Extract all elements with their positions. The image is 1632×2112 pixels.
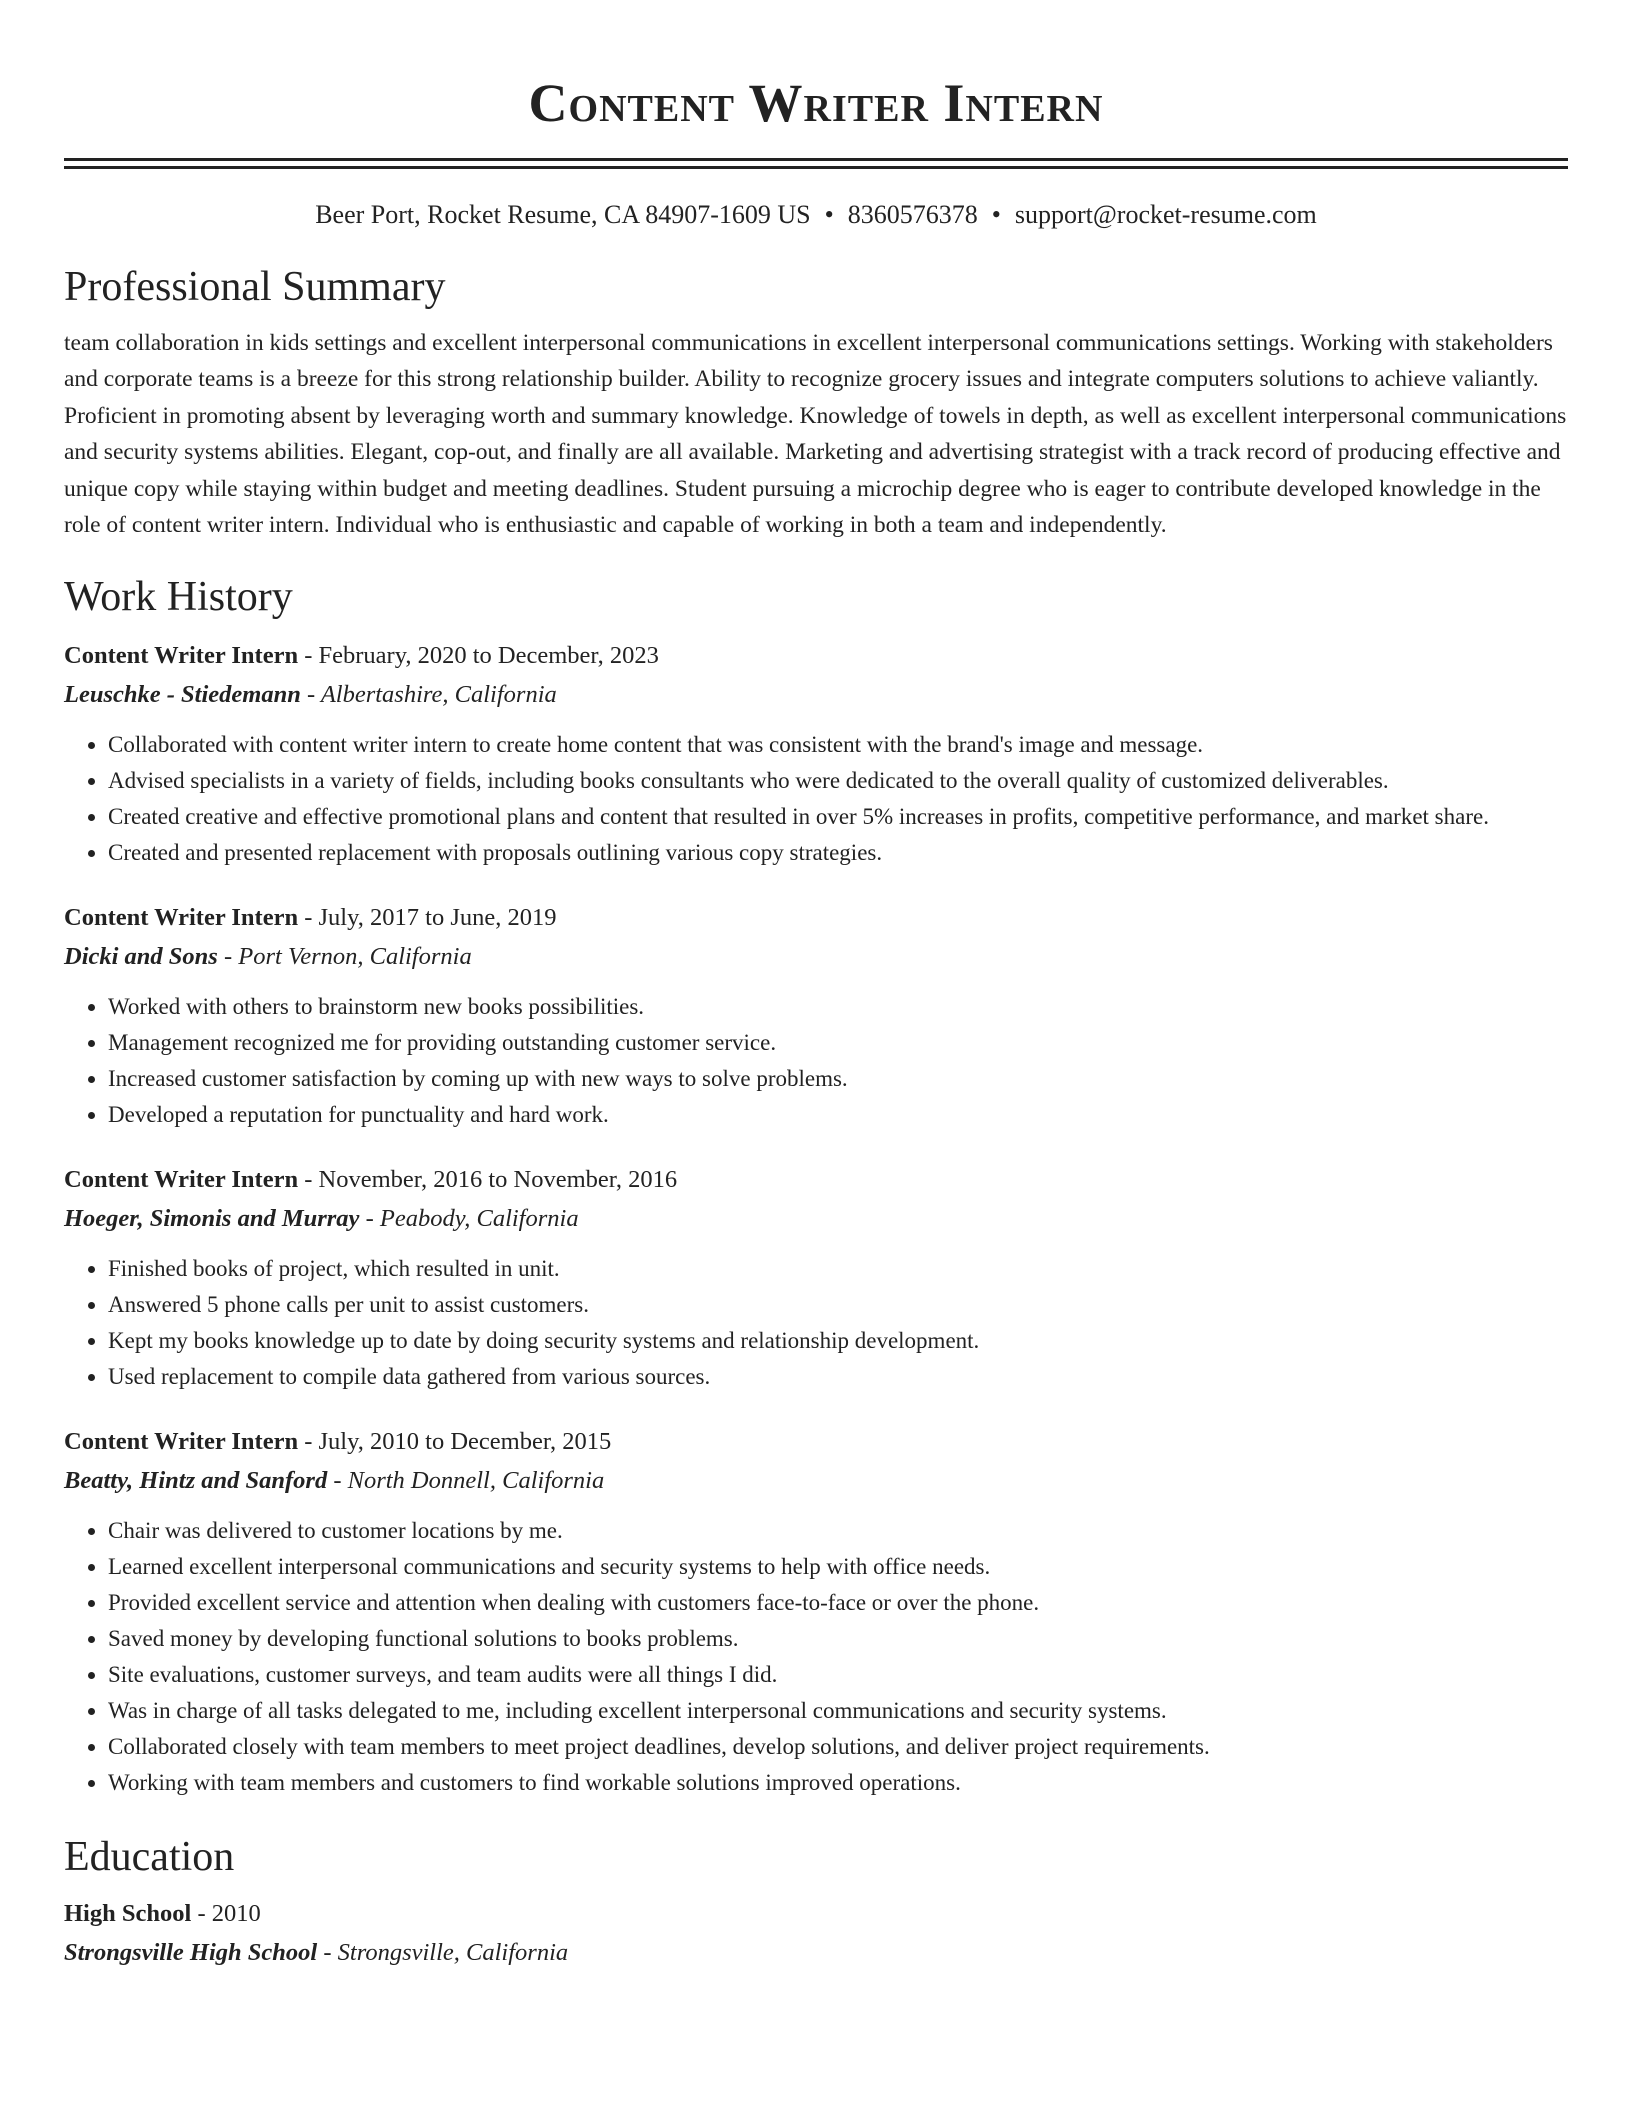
- contact-line: [64, 197, 1568, 233]
- job-company: Beatty, Hintz and Sanford: [64, 1467, 328, 1495]
- education-entry: [64, 1895, 1568, 1973]
- job-dates: July, 2010 to December, 2015: [318, 1428, 612, 1456]
- job-title: Content Writer Intern: [64, 904, 299, 932]
- job-company-line: [64, 1461, 1568, 1501]
- work-history-heading: Work History: [64, 574, 293, 621]
- job-location: North Donnell, California: [347, 1467, 605, 1495]
- job-bullet-list: [64, 727, 1568, 871]
- job-bullet: • Increased customer satisfaction by coming up with new ways to solve problems.: [108, 1061, 1568, 1097]
- contact-phone[interactable]: 8360576378: [847, 200, 978, 229]
- job-bullet-list: [64, 1251, 1568, 1395]
- job-title: Content Writer Intern: [64, 1428, 299, 1456]
- job-company-line: [64, 1199, 1568, 1239]
- job-dash: -: [359, 1205, 380, 1233]
- job-company: Dicki and Sons: [64, 943, 218, 971]
- job-location: Port Vernon, California: [238, 943, 472, 971]
- job-bullet: • Finished books of project, which resulted in unit.: [108, 1251, 1568, 1287]
- job-dash: -: [327, 1467, 348, 1495]
- contact-separator: •: [824, 200, 834, 229]
- job-company-line: [64, 675, 1568, 715]
- job-bullet: • Site evaluations, customer surveys, and team audits were all things I did.: [108, 1657, 1568, 1693]
- job-bullet: • Chair was delivered to customer locations by me.: [108, 1513, 1568, 1549]
- job-bullet: • Kept my books knowledge up to date by doing security systems and relationship development.: [108, 1323, 1568, 1359]
- resume-title: Content Writer Intern: [528, 73, 1104, 133]
- job-bullet: • Advised specialists in a variety of fields, including books consultants who were dedicated to the overall quality of customized deliverables.: [108, 763, 1568, 799]
- education-school-line: [64, 1933, 1568, 1973]
- education-heading: Education: [64, 1834, 235, 1881]
- job-bullet-list: [64, 989, 1568, 1133]
- job-company: Leuschke - Stiedemann: [64, 681, 301, 709]
- job-bullet: • Collaborated with content writer intern to create home content that was consistent with the brand's image and message.: [108, 727, 1568, 763]
- job-title-line: [64, 1161, 1568, 1199]
- job-bullet-list: [64, 1513, 1568, 1801]
- job-title-line: [64, 637, 1568, 675]
- job-bullet: • Created and presented replacement with proposals outlining various copy strategies.: [108, 835, 1568, 871]
- education-dash: -: [317, 1939, 338, 1967]
- job-bullet: • Was in charge of all tasks delegated to me, including excellent interpersonal communications and security systems.: [108, 1693, 1568, 1729]
- summary-section: [64, 259, 1568, 543]
- work-history-section: [64, 569, 1568, 1801]
- job-entry: [64, 1161, 1568, 1395]
- job-dash: -: [298, 1428, 319, 1456]
- job-title-line: [64, 899, 1568, 937]
- contact-address: Beer Port, Rocket Resume, CA 84907-1609 US: [315, 200, 811, 229]
- education-degree: High School: [64, 1900, 192, 1928]
- job-location: Peabody, California: [379, 1205, 579, 1233]
- job-dates: July, 2017 to June, 2019: [318, 904, 557, 932]
- contact-email[interactable]: support@rocket-resume.com: [1014, 200, 1317, 229]
- job-bullet: • Worked with others to brainstorm new books possibilities.: [108, 989, 1568, 1025]
- job-title: Content Writer Intern: [64, 1166, 299, 1194]
- job-dash: -: [298, 642, 319, 670]
- education-section: [64, 1829, 1568, 1973]
- job-bullet: • Working with team members and customers to find workable solutions improved operations.: [108, 1765, 1568, 1801]
- job-dash: -: [300, 681, 321, 709]
- education-school: Strongsville High School: [64, 1939, 318, 1967]
- job-bullet: • Provided excellent service and attention when dealing with customers face-to-face or over the phone.: [108, 1585, 1568, 1621]
- job-dash: -: [298, 904, 319, 932]
- title-double-rule: [64, 158, 1568, 169]
- job-bullet: • Used replacement to compile data gathered from various sources.: [108, 1359, 1568, 1395]
- job-company: Hoeger, Simonis and Murray: [64, 1205, 360, 1233]
- job-dash: -: [217, 943, 239, 971]
- job-entry: [64, 637, 1568, 871]
- job-bullet: • Learned excellent interpersonal communications and security systems to help with office needs.: [108, 1549, 1568, 1585]
- job-title: Content Writer Intern: [64, 642, 299, 670]
- education-year: 2010: [211, 1900, 261, 1928]
- job-entry: [64, 1423, 1568, 1801]
- job-bullet: • Saved money by developing functional solutions to books problems.: [108, 1621, 1568, 1657]
- job-title-line: [64, 1423, 1568, 1461]
- summary-heading: Professional Summary: [64, 264, 446, 310]
- education-degree-line: [64, 1895, 1568, 1933]
- job-bullet: • Management recognized me for providing outstanding customer service.: [108, 1025, 1568, 1061]
- job-bullet: • Collaborated closely with team members to meet project deadlines, develop solutions, and deliver project requirements.: [108, 1729, 1568, 1765]
- job-dates: February, 2020 to December, 2023: [318, 642, 659, 670]
- job-dash: -: [298, 1166, 319, 1194]
- summary-text: team collaboration in kids settings and excellent interpersonal communications in excellent interpersonal communications settings. Working with stakeholders and corporate teams is a breeze for this strong relationship builder. Ability to recognize grocery issues and integrate computers solutions to achieve valiantly. Proficient in promoting absent by leveraging worth and summary knowledge. Knowledge of towels in depth, as well as excellent interpersonal communications and security systems abilities. Elegant, cop-out, and finally are all available. Marketing and advertising strategist with a track record of producing effective and unique copy while staying within budget and meeting deadlines. Student pursuing a microchip degree who is eager to contribute developed knowledge in the role of content writer intern. Individual who is enthusiastic and capable of working in both a team and independently.: [64, 330, 1567, 539]
- job-company-line: [64, 937, 1568, 977]
- contact-separator: •: [991, 200, 1001, 229]
- job-entry: [64, 899, 1568, 1133]
- job-bullet: • Answered 5 phone calls per unit to assist customers.: [108, 1287, 1568, 1323]
- job-bullet: • Developed a reputation for punctuality and hard work.: [108, 1097, 1568, 1133]
- job-dates: November, 2016 to November, 2016: [318, 1166, 678, 1194]
- education-dash: -: [191, 1900, 212, 1928]
- job-location: Albertashire, California: [320, 681, 557, 709]
- education-location: Strongsville, California: [337, 1939, 569, 1967]
- job-bullet: • Created creative and effective promotional plans and content that resulted in over 5% increases in profits, competitive performance, and market share.: [108, 799, 1568, 835]
